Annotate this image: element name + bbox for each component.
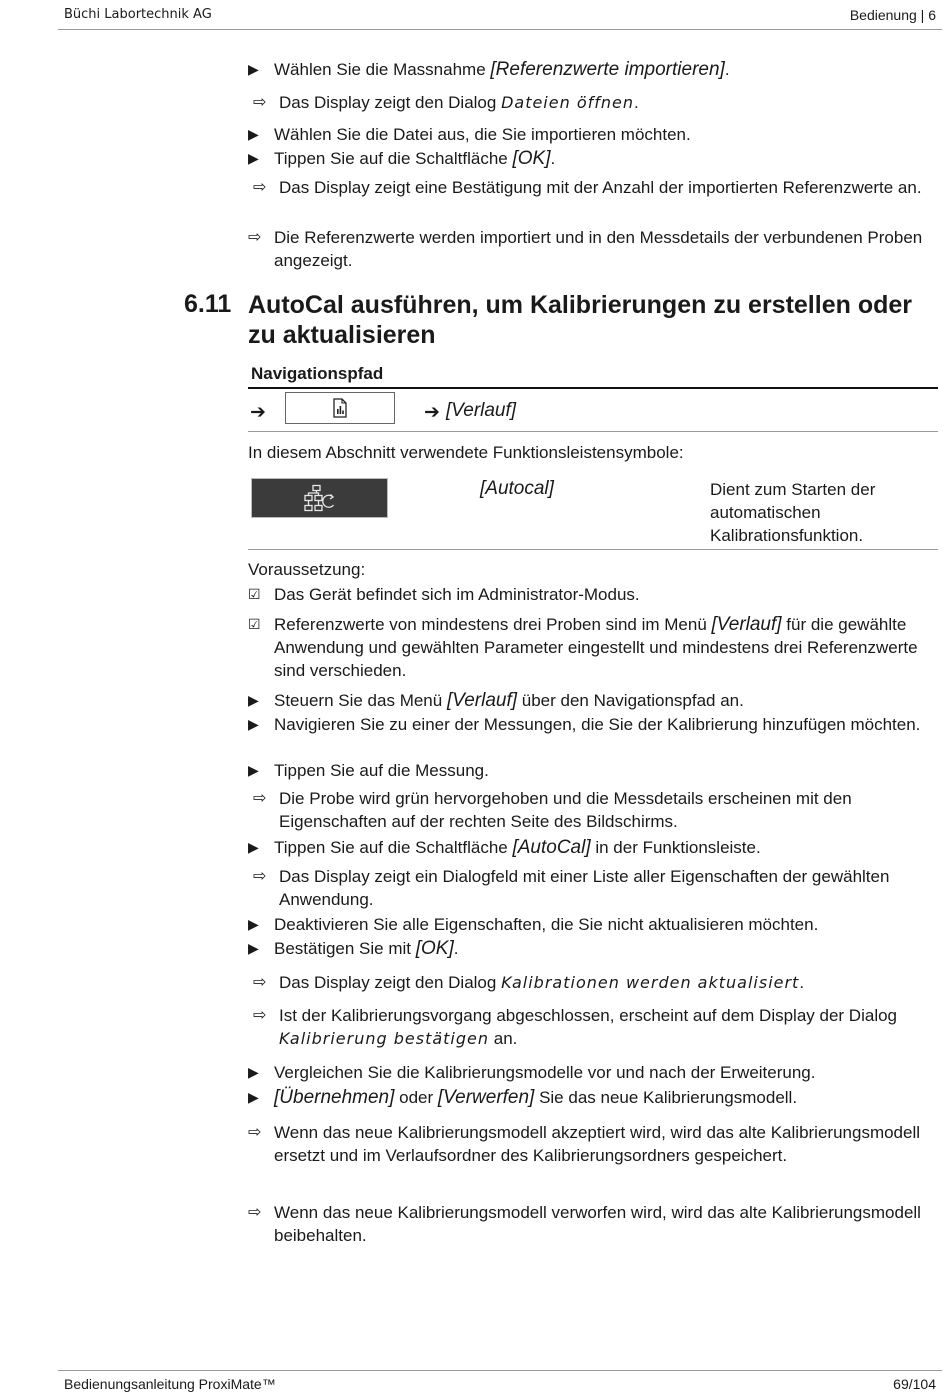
step-text-segment: Wenn das neue Kalibrierungsmodell akzeptiert wird, wird das alte Kalibrierungsmodell ersetzt und im Verlaufsordner des Kalibrierungsordners gespeichert.: [274, 1123, 921, 1165]
checkbox-icon: ☑: [248, 616, 261, 632]
step-text: [248, 1004, 938, 1050]
step-text-segment: Deaktivieren Sie alle Eigenschaften, die Sie nicht aktualisieren möchten.: [274, 915, 819, 934]
ui-element-reference: [Verwerfen]: [437, 1087, 535, 1108]
result-arrow-icon: ⇨: [253, 790, 267, 807]
result-step: [248, 226, 938, 272]
play-marker-icon: ▶: [248, 1064, 259, 1080]
step-text-segment: Ist der Kalibrierungsvorgang abgeschlossen, erscheint auf dem Display der Dialog: [279, 1006, 898, 1025]
prerequisite-item: [248, 613, 938, 682]
step-text: [248, 147, 938, 170]
result-arrow-icon: ⇨: [253, 868, 267, 885]
action-step: [248, 913, 938, 936]
step-text: [248, 937, 938, 960]
step-text-segment: Das Display zeigt eine Bestätigung mit der Anzahl der importierten Referenzwerte an.: [279, 178, 922, 197]
function-bar-rule: [248, 549, 938, 550]
play-marker-icon: ▶: [248, 839, 259, 855]
ui-element-reference: [OK]: [415, 938, 454, 959]
result-step: [248, 1201, 938, 1247]
autocal-description: Dient zum Starten der automatischen Kalibrationsfunktion.: [710, 480, 876, 545]
step-text: [248, 913, 938, 936]
step-text: [248, 713, 938, 736]
dialog-name: Dateien öffnen: [501, 93, 634, 112]
step-text-segment: .: [634, 93, 639, 112]
action-step: [248, 937, 938, 960]
result-arrow-icon: ⇨: [248, 1124, 262, 1141]
action-step: [248, 123, 938, 146]
ui-element-reference: [OK]: [512, 148, 551, 169]
function-bar-intro: In diesem Abschnitt verwendete Funktionsleistensymbole:: [248, 443, 684, 462]
step-text-segment: Das Display zeigt ein Dialogfeld mit einer Liste aller Eigenschaften der gewählten Anwendung.: [279, 867, 890, 909]
dialog-name: Kalibrierung bestätigen: [279, 1029, 490, 1048]
footer-page-number: 69/104: [893, 1376, 936, 1392]
navigation-button: [285, 392, 395, 424]
navigation-target: [Verlauf]: [446, 400, 517, 421]
dialog-name: Kalibrationen werden aktualisiert: [501, 973, 800, 992]
step-text: [248, 1061, 938, 1084]
result-arrow-icon: ⇨: [253, 179, 267, 196]
play-marker-icon: ▶: [248, 126, 259, 142]
action-step: [248, 58, 938, 81]
autocal-name: [Autocal]: [480, 478, 554, 499]
step-text: [248, 689, 938, 712]
step-text-segment: Wählen Sie die Datei aus, die Sie importieren möchten.: [274, 125, 691, 144]
step-text-segment: Tippen Sie auf die Schaltfläche: [274, 838, 513, 857]
step-text-segment: für die gewählte Anwendung und gewählten Parameter eingestellt und mindestens drei Referenzwerte sind verschieden.: [274, 615, 918, 680]
ui-element-reference: [Verlauf]: [446, 690, 518, 711]
action-step: [248, 713, 938, 736]
step-text-segment: oder: [394, 1088, 438, 1107]
step-text: [248, 123, 938, 146]
step-text: [248, 1086, 938, 1109]
step-text-segment: Wählen Sie die Massnahme: [274, 60, 491, 79]
result-arrow-icon: ⇨: [253, 974, 267, 991]
step-text-segment: Die Referenzwerte werden importiert und in den Messdetails der verbundenen Proben angezeigt.: [274, 228, 923, 270]
play-marker-icon: ▶: [248, 916, 259, 932]
step-text-segment: .: [453, 939, 459, 958]
step-text-segment: an.: [489, 1029, 518, 1048]
step-text: [248, 759, 938, 782]
checkbox-icon: ☑: [248, 586, 261, 602]
step-text-segment: Bestätigen Sie mit: [274, 939, 416, 958]
prerequisite-item: [248, 583, 938, 606]
step-text: [248, 613, 938, 682]
step-text-segment: Sie das neue Kalibrierungsmodell.: [534, 1088, 798, 1107]
result-arrow-icon: ⇨: [253, 94, 267, 111]
step-text: [248, 91, 938, 114]
step-text-segment: Tippen Sie auf die Messung.: [274, 761, 489, 780]
footer-manual: Bedienungsanleitung ProxiMate™: [64, 1376, 276, 1392]
result-step: [248, 1121, 938, 1167]
step-text: [248, 226, 938, 272]
header-divider: [58, 29, 942, 30]
result-step: [248, 91, 938, 114]
section-number: 6.11: [184, 290, 232, 318]
action-step: [248, 1061, 938, 1084]
step-text: [248, 1201, 938, 1247]
navigation-arrow: ➔: [250, 402, 266, 423]
result-arrow-icon: ⇨: [248, 229, 262, 246]
ui-element-reference: [Übernehmen]: [274, 1087, 395, 1108]
play-marker-icon: ▶: [248, 150, 259, 166]
step-text-segment: Die Probe wird grün hervorgehoben und die Messdetails erscheinen mit den Eigenschaften auf der rechten Seite des Bildschirms.: [279, 789, 852, 831]
navigation-target-arrow: ➔: [424, 402, 440, 423]
autocal-button: [251, 478, 388, 518]
step-text: [248, 176, 938, 199]
play-marker-icon: ▶: [248, 940, 259, 956]
result-step: [248, 1004, 938, 1050]
result-arrow-icon: ⇨: [248, 1204, 262, 1221]
step-text-segment: Navigieren Sie zu einer der Messungen, die Sie der Kalibrierung hinzufügen möchten.: [274, 715, 921, 734]
play-marker-icon: ▶: [248, 762, 259, 778]
step-text-segment: Steuern Sie das Menü: [274, 691, 447, 710]
step-text-segment: Das Display zeigt den Dialog: [279, 93, 502, 112]
action-step: [248, 759, 938, 782]
footer-divider: [58, 1370, 942, 1371]
step-text-segment: Referenzwerte von mindestens drei Proben sind im Menü: [274, 615, 712, 634]
header-company: Büchi Labortechnik AG: [64, 7, 212, 22]
result-step: [248, 971, 938, 994]
document-chart-icon: [332, 398, 348, 418]
result-step: [248, 787, 938, 833]
step-text: [248, 58, 938, 81]
step-text-segment: Wenn das neue Kalibrierungsmodell verworfen wird, wird das alte Kalibrierungsmodell beibehalten.: [274, 1203, 921, 1245]
step-text: [248, 971, 938, 994]
prerequisite-label: Voraussetzung:: [248, 560, 366, 579]
step-text-segment: Vergleichen Sie die Kalibrierungsmodelle vor und nach der Erweiterung.: [274, 1063, 816, 1082]
step-text-segment: .: [724, 60, 730, 79]
navigation-rule: [248, 387, 938, 389]
step-text: [248, 583, 938, 606]
step-text-segment: Das Gerät befindet sich im Administrator-Modus.: [274, 585, 640, 604]
result-arrow-icon: ⇨: [253, 1007, 267, 1024]
result-step: [248, 865, 938, 911]
play-marker-icon: ▶: [248, 1089, 259, 1105]
ui-element-reference: [Verlauf]: [711, 614, 782, 635]
step-text-segment: Das Display zeigt den Dialog: [279, 973, 502, 992]
step-text: [248, 836, 938, 859]
ui-element-reference: [AutoCal]: [512, 837, 591, 858]
step-text-segment: Tippen Sie auf die Schaltfläche: [274, 149, 513, 168]
result-step: [248, 176, 938, 199]
action-step: [248, 689, 938, 712]
play-marker-icon: ▶: [248, 692, 259, 708]
action-step: [248, 836, 938, 859]
step-text: [248, 787, 938, 833]
step-text-segment: in der Funktionsleiste.: [590, 838, 761, 857]
navigation-label: Navigationspfad: [251, 364, 384, 383]
navigation-bottom-rule: [248, 431, 938, 432]
action-step: [248, 1086, 938, 1109]
play-marker-icon: ▶: [248, 61, 259, 77]
step-text-segment: .: [799, 973, 805, 992]
step-text: [248, 1121, 938, 1167]
header-section: Bedienung | 6: [849, 7, 936, 23]
step-text-segment: .: [550, 149, 556, 168]
section-title: AutoCal ausführen, um Kalibrierungen zu erstellen oder zu aktualisieren: [248, 291, 912, 349]
step-text: [248, 865, 938, 911]
autocal-icon: [302, 484, 338, 512]
action-step: [248, 147, 938, 170]
play-marker-icon: ▶: [248, 716, 259, 732]
ui-element-reference: [Referenzwerte importieren]: [490, 59, 725, 80]
step-text-segment: über den Navigationspfad an.: [517, 691, 744, 710]
